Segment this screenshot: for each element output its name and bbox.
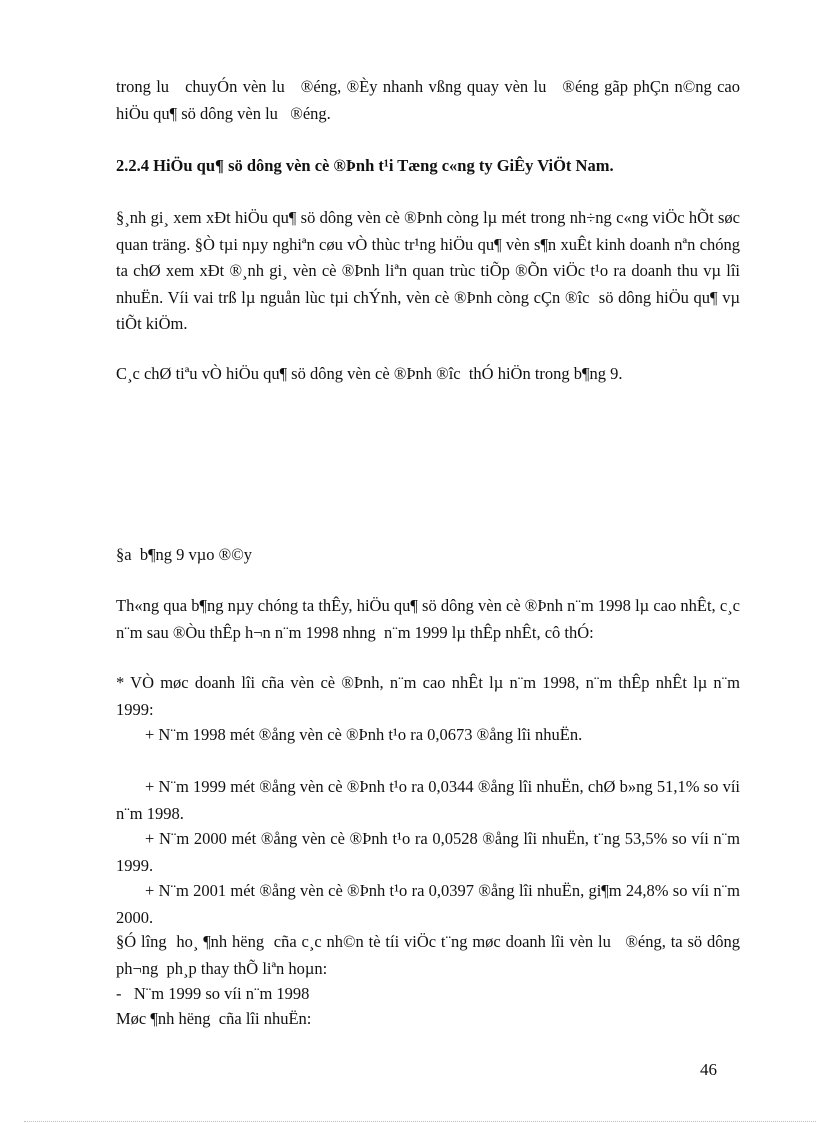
section-heading: 2.2.4 HiÖu qu¶ sö dông vèn cè ®Þnh t¹i Tæng c«ng ty GiÊy ViÖt Nam. xyxy=(116,156,614,175)
list-item-1999: + N¨m 1999 mét ®ång vèn cè ®Þnh t¹o ra 0,0344 ®ång lîi nhuËn, chØ b»ng 51,1% so víi n¨m 1998. xyxy=(116,777,740,823)
bottom-divider xyxy=(24,1121,816,1122)
page-number: 46 xyxy=(700,1060,717,1079)
list-item-2000: + N¨m 2000 mét ®ång vèn cè ®Þnh t¹o ra 0,0528 ®ång lîi nhuËn, t¨ng 53,5% so víi n¨m 1999. xyxy=(116,829,740,875)
list-item-1998: + N¨m 1998 mét ®ång vèn cè ®Þnh t¹o ra 0,0673 ®ång lîi nhuËn. xyxy=(145,725,583,744)
list-item-comparison: - N¨m 1999 so víi n¨m 1998 xyxy=(116,984,310,1003)
paragraph-analysis: Th«ng qua b¶ng nµy chóng ta thÊy, hiÖu qu¶ sö dông vèn cè ®Þnh n¨m 1998 lµ cao nhÊt, c¸c n¨m sau ®Òu thÊp h¬n n¨m 1998 nhng n¨m 1999 lµ thÊp nhÊt, cô thÓ: xyxy=(116,596,740,642)
table-placeholder-note: §a b¶ng 9 vµo ®©y xyxy=(116,545,253,564)
paragraph-method: §Ó lîng ho¸ ¶nh hëng cña c¸c nh©n tè tíi viÖc t¨ng møc doanh lîi vèn lu ®éng, ta sö dông ph¬ng ph¸p thay thÕ liªn hoµn: xyxy=(116,932,740,978)
paragraph-indicators: C¸c chØ tiªu vÒ hiÖu qu¶ sö dông vèn cè ®Þnh ®îc thÓ hiÖn trong b¶ng 9. xyxy=(116,364,623,383)
paragraph-intro: trong lu chuyÓn vèn lu ®éng, ®Èy nhanh vßng quay vèn lu ®éng gãp phÇn n©ng cao hiÖu qu¶ sö dông vèn lu ®éng. xyxy=(116,77,740,123)
paragraph-profit-rate: * VÒ møc doanh lîi cña vèn cè ®Þnh, n¨m cao nhÊt lµ n¨m 1998, n¨m thÊp nhÊt lµ n¨m 1999: xyxy=(116,673,740,719)
paragraph-profit-effect: Møc ¶nh hëng cña lîi nhuËn: xyxy=(116,1009,312,1028)
list-item-2001: + N¨m 2001 mét ®ång vèn cè ®Þnh t¹o ra 0,0397 ®ång lîi nhuËn, gi¶m 24,8% so víi n¨m 2000. xyxy=(116,881,740,927)
paragraph-evaluation: §¸nh gi¸ xem xÐt hiÖu qu¶ sö dông vèn cè ®Þnh còng lµ mét trong nh÷ng c«ng viÖc hÕt søc quan träng. §Ò tµi nµy nghiªn cøu vÒ thùc tr¹ng hiÖu qu¶ vèn s¶n xuÊt kinh doanh nªn chóng ta chØ xem xÐt ®¸nh gi¸ vèn cè ®Þnh liªn quan trùc tiÕp ®Õn viÖc t¹o ra doanh thu vµ lîi nhuËn. Víi vai trß lµ nguån lùc tµi chÝnh, vèn cè ®Þnh còng cÇn ®îc sö dông hiÖu qu¶ vµ tiÕt kiÖm. xyxy=(116,208,740,333)
